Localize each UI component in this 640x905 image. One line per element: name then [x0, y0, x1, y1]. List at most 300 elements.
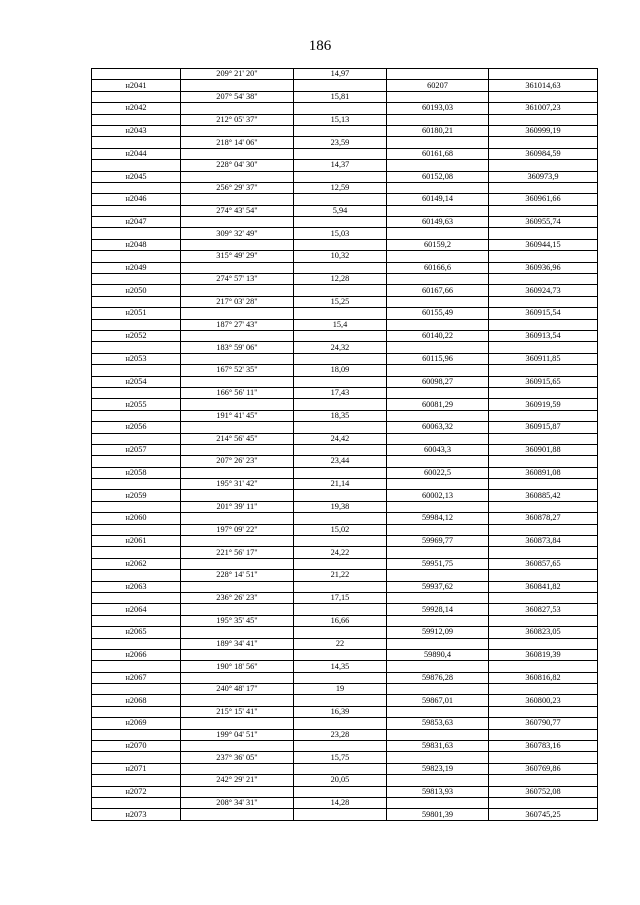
angle-cell: 215° 15' 41" — [181, 706, 294, 717]
measure-row — [92, 798, 598, 809]
table-row — [92, 672, 598, 683]
empty-cell — [181, 718, 294, 729]
x-coordinate-cell: 60161,68 — [387, 148, 489, 159]
empty-cell — [181, 217, 294, 228]
empty-cell — [387, 501, 489, 512]
empty-cell — [92, 319, 181, 330]
table-row — [92, 422, 598, 433]
empty-cell — [294, 536, 387, 547]
empty-cell — [294, 376, 387, 387]
measure-row — [92, 570, 598, 581]
empty-cell — [387, 570, 489, 581]
distance-cell: 15,02 — [294, 524, 387, 535]
y-coordinate-cell: 360915,65 — [489, 376, 598, 387]
x-coordinate-cell: 59831,63 — [387, 741, 489, 752]
point-name-cell: н2045 — [92, 171, 181, 182]
empty-cell — [181, 422, 294, 433]
empty-cell — [387, 798, 489, 809]
table-row — [92, 513, 598, 524]
distance-cell: 10,32 — [294, 251, 387, 262]
empty-cell — [92, 661, 181, 672]
angle-cell: 197° 09' 22" — [181, 524, 294, 535]
y-coordinate-cell: 360915,87 — [489, 422, 598, 433]
x-coordinate-cell: 60180,21 — [387, 125, 489, 136]
empty-cell — [489, 775, 598, 786]
angle-cell: 228° 14' 51" — [181, 570, 294, 581]
empty-cell — [489, 160, 598, 171]
angle-cell: 228° 04' 30" — [181, 160, 294, 171]
point-name-cell: н2064 — [92, 604, 181, 615]
empty-cell — [489, 114, 598, 125]
table-row — [92, 330, 598, 341]
empty-cell — [92, 251, 181, 262]
empty-cell — [181, 627, 294, 638]
empty-cell — [92, 798, 181, 809]
empty-cell — [387, 752, 489, 763]
empty-cell — [387, 137, 489, 148]
empty-cell — [387, 433, 489, 444]
empty-cell — [92, 775, 181, 786]
x-coordinate-cell: 59890,4 — [387, 649, 489, 660]
y-coordinate-cell: 360936,96 — [489, 262, 598, 273]
empty-cell — [489, 251, 598, 262]
y-coordinate-cell: 360878,27 — [489, 513, 598, 524]
measure-row — [92, 729, 598, 740]
point-name-cell: н2073 — [92, 809, 181, 820]
empty-cell — [294, 604, 387, 615]
empty-cell — [387, 114, 489, 125]
empty-cell — [294, 741, 387, 752]
distance-cell: 24,32 — [294, 342, 387, 353]
table-row — [92, 171, 598, 182]
angle-cell: 201° 39' 11" — [181, 501, 294, 512]
empty-cell — [181, 444, 294, 455]
y-coordinate-cell: 360911,85 — [489, 353, 598, 364]
empty-cell — [387, 296, 489, 307]
empty-cell — [181, 695, 294, 706]
angle-cell: 207° 26' 23" — [181, 456, 294, 467]
empty-cell — [92, 342, 181, 353]
measure-row — [92, 365, 598, 376]
measure-row — [92, 524, 598, 535]
point-name-cell: н2071 — [92, 763, 181, 774]
distance-cell: 24,42 — [294, 433, 387, 444]
measure-row — [92, 661, 598, 672]
x-coordinate-cell: 60081,29 — [387, 399, 489, 410]
point-name-cell: н2068 — [92, 695, 181, 706]
empty-cell — [294, 695, 387, 706]
y-coordinate-cell: 361007,23 — [489, 103, 598, 114]
point-name-cell: н2049 — [92, 262, 181, 273]
x-coordinate-cell: 59928,14 — [387, 604, 489, 615]
measure-row — [92, 638, 598, 649]
empty-cell — [181, 80, 294, 91]
empty-cell — [489, 137, 598, 148]
angle-cell: 212° 05' 37" — [181, 114, 294, 125]
empty-cell — [294, 627, 387, 638]
table-row — [92, 809, 598, 820]
point-name-cell: н2060 — [92, 513, 181, 524]
angle-cell: 183° 59' 06" — [181, 342, 294, 353]
table-row — [92, 718, 598, 729]
empty-cell — [489, 501, 598, 512]
y-coordinate-cell: 360973,9 — [489, 171, 598, 182]
y-coordinate-cell: 360745,25 — [489, 809, 598, 820]
empty-cell — [489, 615, 598, 626]
empty-cell — [92, 729, 181, 740]
empty-cell — [294, 672, 387, 683]
table-row — [92, 262, 598, 273]
empty-cell — [92, 570, 181, 581]
empty-cell — [489, 729, 598, 740]
distance-cell: 15,4 — [294, 319, 387, 330]
empty-cell — [387, 182, 489, 193]
empty-cell — [489, 456, 598, 467]
measure-row — [92, 456, 598, 467]
measure-row — [92, 91, 598, 102]
point-name-cell: н2056 — [92, 422, 181, 433]
x-coordinate-cell: 60043,3 — [387, 444, 489, 455]
empty-cell — [489, 684, 598, 695]
measure-row — [92, 182, 598, 193]
table-row — [92, 148, 598, 159]
empty-cell — [92, 752, 181, 763]
x-coordinate-cell: 60167,66 — [387, 285, 489, 296]
distance-cell: 21,22 — [294, 570, 387, 581]
x-coordinate-cell: 59912,09 — [387, 627, 489, 638]
y-coordinate-cell: 360944,15 — [489, 239, 598, 250]
y-coordinate-cell: 360816,82 — [489, 672, 598, 683]
empty-cell — [294, 649, 387, 660]
table-row — [92, 627, 598, 638]
empty-cell — [294, 125, 387, 136]
empty-cell — [181, 376, 294, 387]
empty-cell — [92, 501, 181, 512]
empty-cell — [489, 752, 598, 763]
x-coordinate-cell: 60140,22 — [387, 330, 489, 341]
empty-cell — [387, 592, 489, 603]
table-row — [92, 741, 598, 752]
measure-row — [92, 706, 598, 717]
empty-cell — [92, 387, 181, 398]
table-row — [92, 558, 598, 569]
point-name-cell: н2054 — [92, 376, 181, 387]
point-name-cell: н2058 — [92, 467, 181, 478]
empty-cell — [387, 365, 489, 376]
y-coordinate-cell: 360752,08 — [489, 786, 598, 797]
point-name-cell: н2061 — [92, 536, 181, 547]
distance-cell: 15,75 — [294, 752, 387, 763]
x-coordinate-cell: 60149,63 — [387, 217, 489, 228]
empty-cell — [294, 330, 387, 341]
point-name-cell: н2051 — [92, 308, 181, 319]
empty-cell — [489, 410, 598, 421]
empty-cell — [181, 285, 294, 296]
empty-cell — [294, 422, 387, 433]
y-coordinate-cell: 360915,54 — [489, 308, 598, 319]
table-row — [92, 376, 598, 387]
empty-cell — [181, 262, 294, 273]
point-name-cell: н2055 — [92, 399, 181, 410]
x-coordinate-cell: 60149,14 — [387, 194, 489, 205]
empty-cell — [489, 592, 598, 603]
table-row — [92, 649, 598, 660]
angle-cell: 166° 56' 11" — [181, 387, 294, 398]
empty-cell — [387, 251, 489, 262]
angle-cell: 237° 36' 05" — [181, 752, 294, 763]
point-name-cell: н2046 — [92, 194, 181, 205]
angle-cell: 274° 57' 13" — [181, 274, 294, 285]
empty-cell — [489, 296, 598, 307]
table-row — [92, 217, 598, 228]
distance-cell: 17,15 — [294, 592, 387, 603]
empty-cell — [387, 91, 489, 102]
y-coordinate-cell: 360873,84 — [489, 536, 598, 547]
distance-cell: 20,05 — [294, 775, 387, 786]
empty-cell — [489, 638, 598, 649]
y-coordinate-cell: 360783,16 — [489, 741, 598, 752]
empty-cell — [387, 729, 489, 740]
empty-cell — [294, 80, 387, 91]
empty-cell — [294, 285, 387, 296]
empty-cell — [92, 274, 181, 285]
measure-row — [92, 479, 598, 490]
empty-cell — [181, 103, 294, 114]
angle-cell: 195° 31' 42" — [181, 479, 294, 490]
empty-cell — [294, 239, 387, 250]
empty-cell — [181, 399, 294, 410]
empty-cell — [489, 547, 598, 558]
empty-cell — [92, 592, 181, 603]
empty-cell — [387, 638, 489, 649]
empty-cell — [181, 171, 294, 182]
empty-cell — [387, 228, 489, 239]
point-name-cell: н2066 — [92, 649, 181, 660]
empty-cell — [294, 171, 387, 182]
empty-cell — [294, 513, 387, 524]
table-row — [92, 399, 598, 410]
angle-cell: 207° 54' 38" — [181, 91, 294, 102]
empty-cell — [489, 205, 598, 216]
empty-cell — [181, 536, 294, 547]
angle-cell: 189° 34' 41" — [181, 638, 294, 649]
x-coordinate-cell: 60193,03 — [387, 103, 489, 114]
measure-row — [92, 228, 598, 239]
empty-cell — [181, 490, 294, 501]
y-coordinate-cell: 360841,82 — [489, 581, 598, 592]
x-coordinate-cell: 60155,49 — [387, 308, 489, 319]
empty-cell — [181, 581, 294, 592]
distance-cell: 17,43 — [294, 387, 387, 398]
empty-cell — [92, 410, 181, 421]
empty-cell — [92, 615, 181, 626]
x-coordinate-cell: 59876,28 — [387, 672, 489, 683]
x-coordinate-cell: 59937,62 — [387, 581, 489, 592]
angle-cell: 221° 56' 17" — [181, 547, 294, 558]
y-coordinate-cell: 360913,54 — [489, 330, 598, 341]
angle-cell: 309° 32' 49" — [181, 228, 294, 239]
empty-cell — [92, 479, 181, 490]
empty-cell — [489, 274, 598, 285]
x-coordinate-cell: 59969,77 — [387, 536, 489, 547]
empty-cell — [294, 763, 387, 774]
table-row — [92, 490, 598, 501]
distance-cell: 15,81 — [294, 91, 387, 102]
point-name-cell: н2072 — [92, 786, 181, 797]
y-coordinate-cell: 361014,63 — [489, 80, 598, 91]
distance-cell: 22 — [294, 638, 387, 649]
empty-cell — [387, 342, 489, 353]
empty-cell — [294, 262, 387, 273]
empty-cell — [387, 69, 489, 80]
y-coordinate-cell: 360800,23 — [489, 695, 598, 706]
measure-row — [92, 684, 598, 695]
point-name-cell: н2063 — [92, 581, 181, 592]
x-coordinate-cell: 60098,27 — [387, 376, 489, 387]
distance-cell: 14,37 — [294, 160, 387, 171]
empty-cell — [92, 433, 181, 444]
empty-cell — [489, 387, 598, 398]
empty-cell — [489, 91, 598, 102]
distance-cell: 12,28 — [294, 274, 387, 285]
angle-cell: 214° 56' 45" — [181, 433, 294, 444]
point-name-cell: н2047 — [92, 217, 181, 228]
empty-cell — [489, 319, 598, 330]
measure-row — [92, 160, 598, 171]
measure-row — [92, 615, 598, 626]
table-row — [92, 444, 598, 455]
empty-cell — [489, 433, 598, 444]
empty-cell — [387, 160, 489, 171]
empty-cell — [92, 365, 181, 376]
measure-row — [92, 410, 598, 421]
empty-cell — [181, 672, 294, 683]
table-row — [92, 604, 598, 615]
point-name-cell: н2042 — [92, 103, 181, 114]
empty-cell — [294, 194, 387, 205]
coordinates-table — [91, 68, 598, 821]
empty-cell — [387, 479, 489, 490]
empty-cell — [387, 661, 489, 672]
empty-cell — [489, 570, 598, 581]
distance-cell: 15,25 — [294, 296, 387, 307]
empty-cell — [92, 684, 181, 695]
y-coordinate-cell: 360857,65 — [489, 558, 598, 569]
empty-cell — [181, 786, 294, 797]
empty-cell — [294, 809, 387, 820]
angle-cell: 218° 14' 06" — [181, 137, 294, 148]
y-coordinate-cell: 360885,42 — [489, 490, 598, 501]
measure-row — [92, 547, 598, 558]
empty-cell — [294, 148, 387, 159]
empty-cell — [294, 217, 387, 228]
point-name-cell: н2052 — [92, 330, 181, 341]
distance-cell: 21,14 — [294, 479, 387, 490]
empty-cell — [489, 228, 598, 239]
angle-cell: 236° 26' 23" — [181, 592, 294, 603]
angle-cell: 167° 52' 35" — [181, 365, 294, 376]
measure-row — [92, 387, 598, 398]
point-name-cell: н2065 — [92, 627, 181, 638]
empty-cell — [294, 308, 387, 319]
x-coordinate-cell: 60166,6 — [387, 262, 489, 273]
distance-cell: 16,39 — [294, 706, 387, 717]
point-name-cell: н2041 — [92, 80, 181, 91]
angle-cell: 217° 03' 28" — [181, 296, 294, 307]
empty-cell — [387, 706, 489, 717]
distance-cell: 23,28 — [294, 729, 387, 740]
point-name-cell: н2067 — [92, 672, 181, 683]
angle-cell: 209° 21' 20" — [181, 69, 294, 80]
measure-row — [92, 501, 598, 512]
empty-cell — [181, 763, 294, 774]
table-row — [92, 695, 598, 706]
measure-row — [92, 137, 598, 148]
empty-cell — [92, 456, 181, 467]
empty-cell — [92, 296, 181, 307]
point-name-cell: н2057 — [92, 444, 181, 455]
y-coordinate-cell: 360819,39 — [489, 649, 598, 660]
distance-cell: 14,97 — [294, 69, 387, 80]
empty-cell — [387, 274, 489, 285]
distance-cell: 23,59 — [294, 137, 387, 148]
empty-cell — [294, 103, 387, 114]
empty-cell — [294, 558, 387, 569]
empty-cell — [294, 353, 387, 364]
x-coordinate-cell: 59801,39 — [387, 809, 489, 820]
distance-cell: 12,59 — [294, 182, 387, 193]
table-row — [92, 786, 598, 797]
empty-cell — [387, 524, 489, 535]
empty-cell — [489, 365, 598, 376]
x-coordinate-cell: 60152,08 — [387, 171, 489, 182]
x-coordinate-cell: 60159,2 — [387, 239, 489, 250]
measure-row — [92, 592, 598, 603]
measure-row — [92, 114, 598, 125]
angle-cell: 195° 35' 45" — [181, 615, 294, 626]
y-coordinate-cell: 360984,59 — [489, 148, 598, 159]
table-row — [92, 308, 598, 319]
empty-cell — [387, 410, 489, 421]
empty-cell — [294, 444, 387, 455]
y-coordinate-cell: 360955,74 — [489, 217, 598, 228]
empty-cell — [294, 786, 387, 797]
table-body — [92, 69, 598, 821]
measure-row — [92, 319, 598, 330]
measure-row — [92, 775, 598, 786]
table-row — [92, 467, 598, 478]
empty-cell — [92, 524, 181, 535]
angle-cell: 274° 43' 54" — [181, 205, 294, 216]
empty-cell — [489, 706, 598, 717]
y-coordinate-cell: 360827,53 — [489, 604, 598, 615]
empty-cell — [181, 513, 294, 524]
empty-cell — [181, 558, 294, 569]
empty-cell — [92, 706, 181, 717]
y-coordinate-cell: 360769,86 — [489, 763, 598, 774]
angle-cell: 187° 27' 43" — [181, 319, 294, 330]
table-row — [92, 536, 598, 547]
x-coordinate-cell: 59984,12 — [387, 513, 489, 524]
empty-cell — [387, 387, 489, 398]
empty-cell — [92, 547, 181, 558]
empty-cell — [294, 490, 387, 501]
empty-cell — [181, 741, 294, 752]
empty-cell — [294, 467, 387, 478]
angle-cell: 191° 41' 45" — [181, 410, 294, 421]
empty-cell — [92, 205, 181, 216]
empty-cell — [92, 182, 181, 193]
